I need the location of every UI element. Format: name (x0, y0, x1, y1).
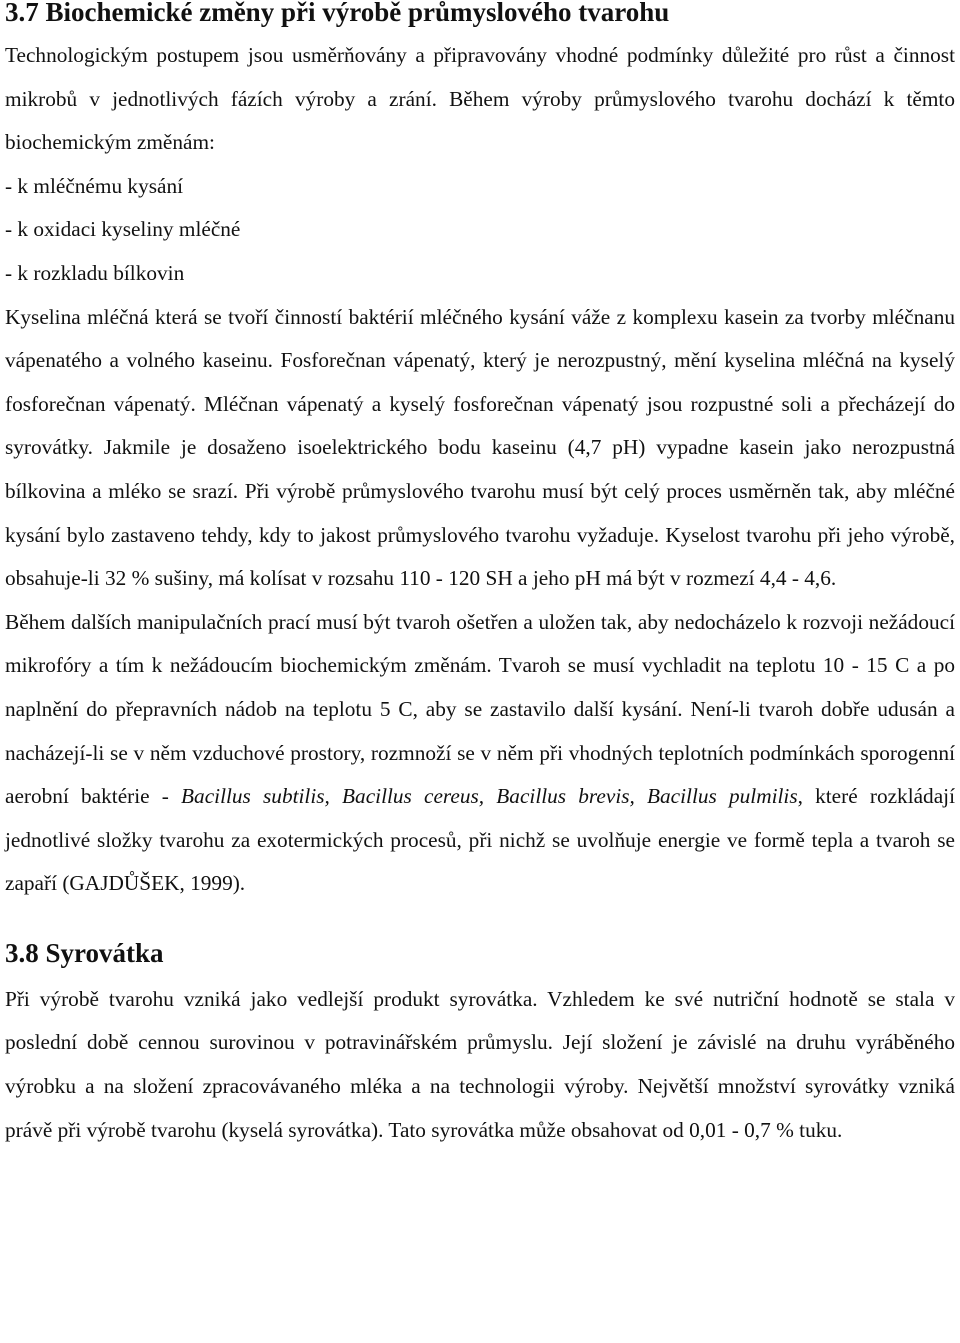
bacillus-species: Bacillus subtilis, Bacillus cereus, Bacillus brevis, Bacillus pulmilis (181, 784, 798, 809)
section-number: 3.7 (5, 0, 39, 27)
section-heading-3-8 (5, 937, 955, 969)
section-title: Syrovátka (45, 937, 164, 968)
section-title: Biochemické změny při výrobě průmyslového tvarohu (45, 0, 670, 27)
intro-paragraph: Technologickým postupem jsou usměrňovány a připravovány vhodné podmínky důležité pro růst a činnost mikrobů v jednotlivých fázích výroby a zrání. Během výroby průmyslového tvarohu dochází k těmto biochemickým změnám: (5, 43, 955, 155)
paragraph-lactic-acid: Kyselina mléčná která se tvoří činností baktérií mléčného kysání váže z komplexu kasein za tvorby mléčnanu vápenatého a volného kaseinu. Fosforečnan vápenatý, který je nerozpustný, mění kyselina mléčná na kyselý fosforečnan vápenatý. Mléčnan vápenatý a kyselý fosforečnan vápenatý jsou rozpustné soli a přecházejí do syrovátky. Jakmile je dosaženo isoelektrického bodu kaseinu (4,7 pH) vypadne kasein jako nerozpustná bílkovina a mléko se srazí. Při výrobě průmyslového tvarohu musí být celý proces usměrněn tak, aby mléčné kysání bylo zastaveno tehdy, kdy to jakost průmyslového tvarohu vyžaduje. Kyselost tvarohu při jeho výrobě, obsahuje-li 32 % sušiny, má kolísat v rozsahu 110 - 120 SH a jeho pH má být v rozmezí 4,4 - 4,6. (5, 304, 955, 591)
paragraph-text: , které rozkládají jednotlivé složky tvarohu za exotermických procesů, při nichž se uvolňuje energie ve formě tepla a tvaroh se zapaří (GAJDŮŠEK, 1999). (5, 784, 955, 896)
paragraph-whey: Při výrobě tvarohu vzniká jako vedlejší produkt syrovátka. Vzhledem ke své nutriční hodnotě se stala v poslední době cennou surovinou v potravinářském průmyslu. Její složení je závislé na druhu vyráběného výrobku a na složení zpracovávaného mléka a na technologii výroby. Největší množství syrovátky vzniká právě při výrobě tvarohu (kyselá syrovátka). Tato syrovátka může obsahovat od 0,01 - 0,7 % tuku. (5, 986, 955, 1142)
document-page (5, 0, 955, 1152)
paragraph-text: Během dalších manipulačních prací musí být tvaroh ošetřen a uložen tak, aby nedocházelo k rozvoji nežádoucí mikrofóry a tím k nežádoucím biochemickým změnám. Tvaroh se musí vychladit na teplotu 10 - 15 C a po naplnění do přepravních nádob na teplotu 5 C, aby se zastavilo další kysání. Není-li tvaroh dobře udusán a nacházejí-li se v něm vzduchové prostory, rozmnoží se v něm při vhodných teplotních podmínkách sporogenní aerobní baktérie - (5, 609, 955, 809)
list-item: - k rozkladu bílkovin (5, 260, 185, 285)
section-heading-3-7 (5, 0, 955, 28)
section-number: 3.8 (5, 937, 39, 968)
paragraph-handling (5, 601, 955, 906)
list-item: - k oxidaci kyseliny mléčné (5, 217, 241, 242)
list-item: - k mléčnému kysání (5, 173, 184, 198)
